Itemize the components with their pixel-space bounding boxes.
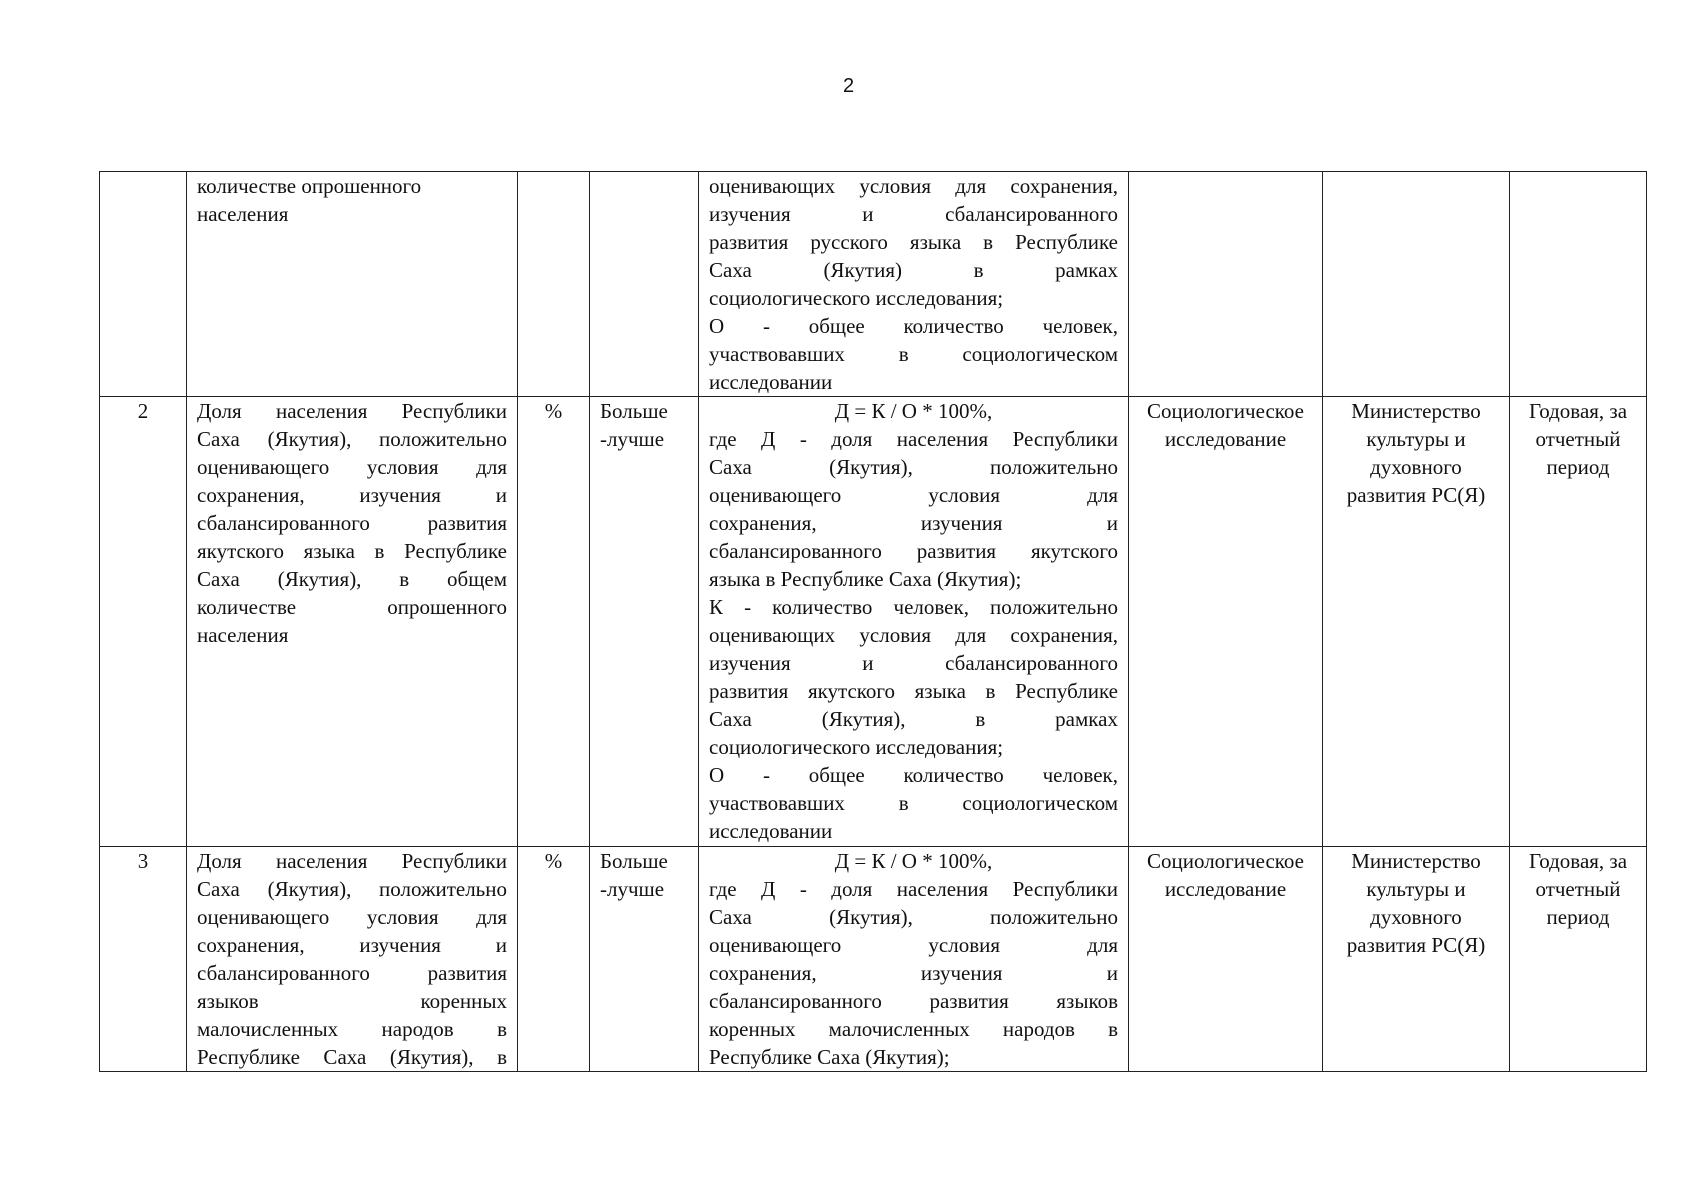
source-cell: Социологическое исследование — [1129, 397, 1323, 847]
table-row — [100, 847, 1647, 1072]
indicators-table — [99, 171, 1647, 1072]
responsible-cell: Министерство культуры и духовного развития РС(Я) — [1323, 847, 1510, 1072]
row-number-cell — [100, 172, 187, 397]
unit-cell: % — [518, 847, 590, 1072]
unit-cell: % — [518, 397, 590, 847]
unit-cell — [518, 172, 590, 397]
table-row — [100, 397, 1647, 847]
row-number-cell: 3 — [100, 847, 187, 1072]
responsible-cell: Министерство культуры и духовного развития РС(Я) — [1323, 397, 1510, 847]
indicator-cell: количестве опрошенного населения — [187, 172, 518, 397]
direction-cell: Больше -лучше — [590, 397, 699, 847]
formula-expression: Д = К / О * 100%, — [834, 399, 993, 423]
formula-cell: оценивающих условия для сохранения, изучения и сбалансированного развития русского языка в Республике Саха (Якутия) в рамках социологического исследования; О - общее количество человек, участвовавших в социологическом исследовании — [699, 172, 1129, 397]
direction-cell — [590, 172, 699, 397]
page-number: 2 — [842, 75, 855, 97]
formula-cell: Д = К / О * 100%, где Д - доля населения Республики Саха (Якутия), положительно оценивающего условия для сохранения, изучения и сбалансированного развития языков коренных малочисленных народов в Республике Саха (Якутия); — [699, 847, 1129, 1072]
frequency-cell: Годовая, за отчетный период — [1510, 397, 1647, 847]
direction-cell: Больше -лучше — [590, 847, 699, 1072]
row-number-cell: 2 — [100, 397, 187, 847]
frequency-cell — [1510, 172, 1647, 397]
source-cell: Социологическое исследование — [1129, 847, 1323, 1072]
responsible-cell — [1323, 172, 1510, 397]
table-row — [100, 172, 1647, 397]
frequency-cell: Годовая, за отчетный период — [1510, 847, 1647, 1072]
indicator-cell: Доля населения Республики Саха (Якутия), положительно оценивающего условия для сохранения, изучения и сбалансированного развития якутского языка в Республике Саха (Якутия), в общем количестве опрошенного населения — [187, 397, 518, 847]
formula-expression: Д = К / О * 100%, — [834, 849, 993, 873]
source-cell — [1129, 172, 1323, 397]
indicator-cell: Доля населения Республики Саха (Якутия), положительно оценивающего условия для сохранения, изучения и сбалансированного развития языков коренных малочисленных народов в Республике Саха (Якутия), в — [187, 847, 518, 1072]
formula-cell: Д = К / О * 100%, где Д - доля населения Республики Саха (Якутия), положительно оценивающего условия для сохранения, изучения и сбалансированного развития якутского языка в Республике Саха (Якутия); К - количество человек, положительно оценивающих условия для сохранения, изучения и сбалансированного развития якутского языка в Республике Саха (Якутия), в рамках социологического исследования; О - общее количество человек, участвовавших в социологическом исследовании — [699, 397, 1129, 847]
